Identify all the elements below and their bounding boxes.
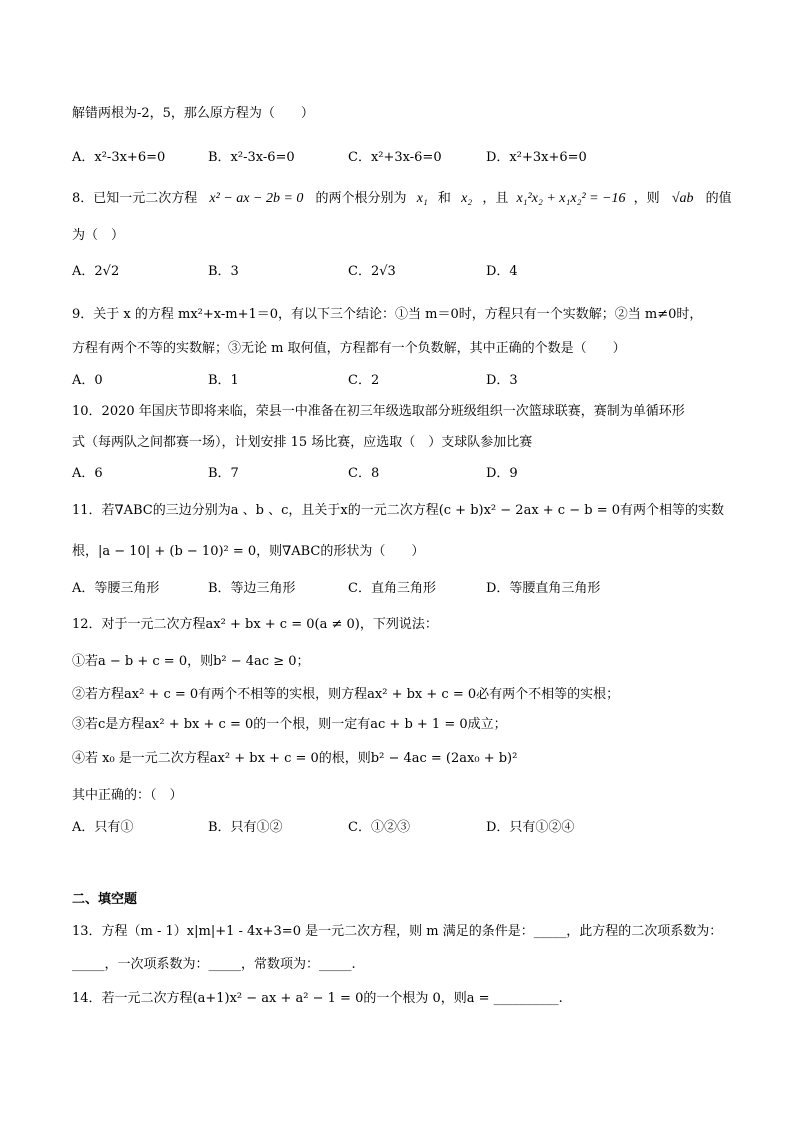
q8-text: 8．已知一元二次方程 — [72, 191, 198, 206]
q12-option-a: A．只有① — [72, 820, 134, 835]
q8-option-c: C．2√3 — [348, 264, 396, 279]
q11-option-a: A．等腰三角形 — [72, 581, 160, 596]
q9-option-a: A．0 — [72, 373, 103, 388]
q12-statement-3: ③若c是方程ax² + bx + c = 0的一个根，则一定有ac + b + 1 = 0成立； — [72, 717, 507, 732]
q11-stem-line1: 11．若∇ABC的三边分别为a 、b 、c，且关于x的一元二次方程(c + b)x² − 2ax + c − b = 0有两个相等的实数 — [72, 503, 724, 518]
q8-root1: x₁ — [416, 191, 428, 206]
q11-option-b: B．等边三角形 — [208, 581, 296, 596]
q11-option-d: D．等腰直角三角形 — [486, 581, 601, 596]
q8-text: 的值 — [705, 191, 732, 206]
q10-option-c: C．8 — [348, 466, 380, 481]
q10-option-d: D．9 — [486, 466, 518, 481]
q7-option-c: C．x²+3x-6=0 — [348, 150, 442, 165]
q10-stem-line2: 式（每两队之间都赛一场），计划安排 15 场比赛，应选取（ ）支球队参加比赛 — [72, 435, 533, 450]
q8-condition: x₁²x₂ + x₁x₂² = −16 — [516, 191, 626, 206]
q8-text: 和 — [437, 191, 451, 206]
q12-stem: 12．对于一元二次方程ax² + bx + c = 0(a ≠ 0)，下列说法： — [72, 617, 438, 632]
q12-option-b: B．只有①② — [208, 820, 283, 835]
q8-text: ，则 — [633, 191, 660, 206]
q9-option-d: D．3 — [486, 373, 518, 388]
section-heading: 二、填空题 — [72, 892, 138, 907]
q8-expression: √ab — [671, 191, 694, 206]
q10-option-a: A．6 — [72, 466, 103, 481]
q8-option-a: A．2√2 — [72, 264, 120, 279]
q12-statement-2: ②若方程ax² + c = 0有两个不相等的实根，则方程ax² + bx + c = 0必有两个不相等的实根； — [72, 687, 620, 702]
q7-option-a: A．x²-3x+6=0 — [72, 150, 166, 165]
q12-statement-1: ①若a − b + c = 0，则b² − 4ac ≥ 0； — [72, 654, 310, 669]
q7-stem-continuation: 解错两根为-2，5，那么原方程为（ ） — [72, 106, 314, 121]
q8-stem-line2: 为（ ） — [72, 228, 125, 243]
q8-equation: x² − ax − 2b = 0 — [209, 191, 304, 206]
q12-ask: 其中正确的：（ ） — [72, 788, 183, 803]
q14-stem: 14．若一元二次方程(a+1)x² − ax + a² − 1 = 0的一个根为 0，则a = __________. — [72, 991, 563, 1006]
q10-stem-line1: 10．2020 年国庆节即将来临，荣县一中准备在初三年级选取部分班级组织一次篮球联赛，赛制为单循环形 — [72, 404, 685, 419]
q8-option-d: D．4 — [486, 264, 518, 279]
q12-option-c: C．①②③ — [348, 820, 410, 835]
q8-root2: x₂ — [461, 191, 473, 206]
q9-stem-line1: 9．关于 x 的方程 mx²+x-m+1＝0，有以下三个结论：①当 m＝0时，方程只有一个实数解；②当 m≠0时， — [72, 307, 703, 322]
q8-text: ，且 — [482, 191, 509, 206]
q9-option-c: C．2 — [348, 373, 380, 388]
q7-option-b: B．x²-3x-6=0 — [208, 150, 295, 165]
q13-stem-line2: _____，一次项系数为：_____，常数项为：_____. — [72, 957, 356, 972]
q8-option-b: B．3 — [208, 264, 239, 279]
q11-option-c: C．直角三角形 — [348, 581, 436, 596]
q12-statement-4: ④若 x₀ 是一元二次方程ax² + bx + c = 0的根，则b² − 4ac = (2ax₀ + b)² — [72, 751, 518, 766]
q11-stem-line2: 根，|a − 10| + (b − 10)² = 0，则∇ABC的形状为（ ） — [72, 544, 425, 559]
q9-option-b: B．1 — [208, 373, 239, 388]
q8-text: 的两个根分别为 — [315, 191, 407, 206]
q7-option-d: D．x²+3x+6=0 — [486, 150, 587, 165]
q10-option-b: B．7 — [208, 466, 239, 481]
q13-stem-line1: 13．方程（m - 1）x|m|+1 - 4x+3=0 是一元二次方程，则 m 满足的条件是：_____，此方程的二次项系数为： — [72, 924, 723, 939]
q8-stem-line1 — [72, 189, 732, 209]
q9-stem-line2: 方程有两个不等的实数解；③无论 m 取何值，方程都有一个负数解，其中正确的个数是（ ） — [72, 341, 626, 356]
q12-option-d: D．只有①②④ — [486, 820, 575, 835]
